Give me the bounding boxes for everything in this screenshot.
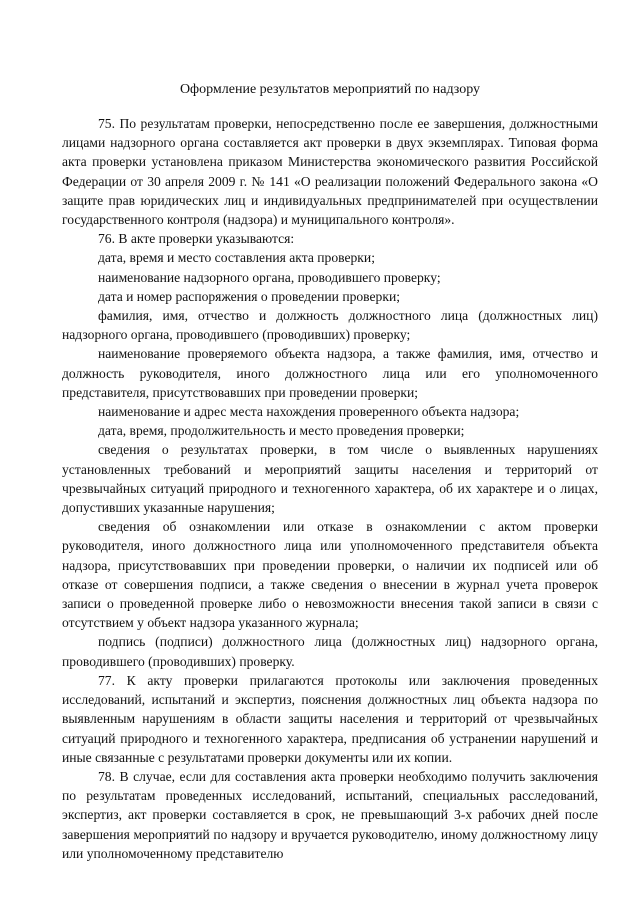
list-item-inspection-time: дата, время, продолжительность и место проведения проверки;: [98, 423, 465, 439]
list-item-object-address: наименование и адрес места нахождения проверенного объекта надзора;: [98, 404, 520, 420]
document-title: Оформление результатов мероприятий по надзору: [179, 82, 481, 97]
paragraph-77: 77. К акту проверки прилагаются протоколы или заключения проведенных исследований, испытаний и экспертиз, пояснения должностных лиц объекта надзора по выявленным нарушениям в области защиты населения и территорий от чрезвычайных ситуаций природного и техногенного характера, предписания об устранении нарушений и иные связанные с результатами проверки документы или их копии.: [62, 672, 598, 765]
paragraph-75: 75. По результатам проверки, непосредственно после ее завершения, должностными лицами надзорного органа составляется акт проверки в двух экземплярах. Типовая форма акта проверки установлена приказом Министерства экономического развития Российской Федерации от 30 апреля 2009 г. № 141 «О реализации положений Федерального закона «О защите прав юридических лиц и индивидуальных предпринимателей при осуществлении государственного контроля (надзора) и муниципального контроля».: [62, 116, 598, 228]
list-item-signatures: подпись (подписи) должностного лица (должностных лиц) надзорного органа, проводившего (проводивших) проверку.: [62, 634, 598, 669]
list-item-order-date: дата и номер распоряжения о проведении проверки;: [98, 288, 401, 304]
list-item-inspection-results: сведения о результатах проверки, в том числе о выявленных нарушениях установленных требований и мероприятий защиты населения и территорий от чрезвычайных ситуаций природного и техногенного характера, об их характере и о лицах, допустивших указанные нарушения;: [62, 442, 598, 516]
document-page: [62, 80, 598, 863]
paragraph-78: 78. В случае, если для составления акта проверки необходимо получить заключения по результатам проведенных исследований, испытаний, специальных расследований, экспертиз, акт проверки составляется в срок, не превышающий 3-х рабочих дней после завершения мероприятий по надзору и вручается руководителю, иному должностному лицу или уполномоченному представителю: [62, 768, 598, 861]
paragraph-76-heading: 76. В акте проверки указываются:: [98, 231, 295, 247]
list-item-act-date: дата, время и место составления акта проверки;: [98, 250, 375, 266]
list-item-inspected-object: наименование проверяемого объекта надзора, а также фамилия, имя, отчество и должность руководителя, иного должностного лица или его уполномоченного представителя, присутствовавших при проведении проверки;: [62, 346, 598, 400]
list-item-official-name: фамилия, имя, отчество и должность должностного лица (должностных лиц) надзорного органа, проводившего (проводивших) проверку;: [62, 308, 598, 343]
document-body: [62, 114, 598, 863]
list-item-familiarization: сведения об ознакомлении или отказе в ознакомлении с актом проверки руководителя, иного должностного лица или уполномоченного представителя объекта надзора, присутствовавших при проведении проверки, о наличии их подписей или об отказе от совершения подписи, а также сведения о внесении в журнал учета проверок записи о проведенной проверке либо о невозможности внесения такой записи в связи с отсутствием у объект надзора указанного журнала;: [62, 519, 598, 631]
list-item-authority-name: наименование надзорного органа, проводившего проверку;: [98, 269, 441, 285]
